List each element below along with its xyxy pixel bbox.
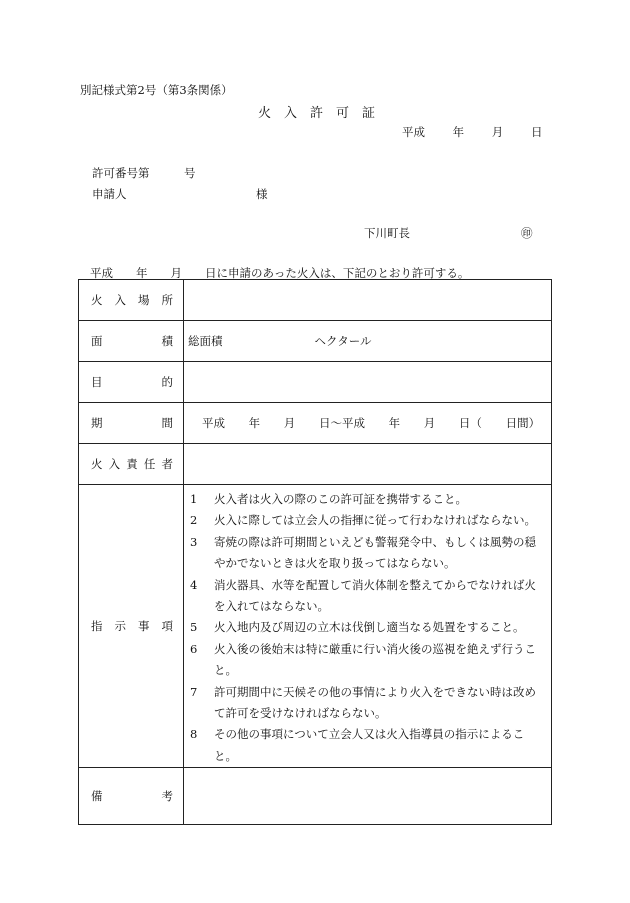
list-item: 1 火入者は火入の際のこの許可証を携帯すること。 [190,492,467,506]
list-item: 5 火入地内及び周辺の立木は伐倒し適当なる処置をすること。 [190,620,525,635]
permit-number: 許可番号第 号 [92,166,196,180]
label-area: 面 積 [79,321,184,362]
value-remarks[interactable] [184,768,552,825]
intro-text: 平成 年 月 日に申請のあった火入は、下記のとおり許可する。 [90,266,470,280]
list-item: 4 消火器具、水等を配置して消火体制を整えてからでなければ火を入れてはならない。 [190,577,536,614]
row-responsible [79,444,552,485]
row-instructions [79,485,552,768]
list-item: 2 火入に際しては立会人の指揮に従って行わなければならない。 [190,513,536,528]
value-area[interactable] [184,321,552,362]
value-responsible[interactable] [184,444,552,485]
label-location [79,280,184,321]
form-code: 別記様式第2号（第3条関係） [80,83,233,97]
label-purpose: 目 的 [79,362,184,403]
applicant-label: 申請人 [92,187,127,201]
value-purpose[interactable] [184,362,552,403]
value-period[interactable]: 平成 年 月 日～平成 年 月 日（ 日間） [184,403,552,444]
applicant-honorific: 様 [256,187,268,201]
issuer-name: 下川町長 [364,226,410,240]
label-responsible: 火 入 責 任 者 [79,444,184,485]
issue-date: 平成 年 月 日 [402,125,543,139]
row-period [79,403,552,444]
row-location [79,280,552,321]
seal-mark: ㊞ [521,226,533,240]
row-remarks [79,768,552,825]
list-item: 8 その他の事項について立会人又は火入指導員の指示によること。 [190,727,525,763]
label-instructions: 指 示 事 項 [79,485,184,768]
label-remarks: 備 考 [79,768,184,825]
label-period: 期 間 [79,403,184,444]
area-total-label: 総面積 [188,334,223,348]
value-location[interactable] [184,280,552,321]
row-purpose [79,362,552,403]
area-unit: ヘクタール [314,334,372,348]
instruction-list [184,485,551,767]
value-instructions [184,485,552,768]
permit-table [78,279,552,825]
list-item: 6 火入後の後始末は特に厳重に行い消火後の巡視を絶えず行うこと。 [190,641,536,678]
label-chars: 火 入 場 所 [91,293,173,307]
document-title: 火入許可証 [258,106,389,121]
list-item: 3 寄焼の際は許可期間といえども警報発令中、もしくは風勢の穏やかでないときは火を取り扱ってはならない。 [190,534,536,571]
row-area [79,321,552,362]
list-item: 7 許可期間中に天候その他の事情により火入をできない時は改めて許可を受けなければならない。 [190,684,536,721]
